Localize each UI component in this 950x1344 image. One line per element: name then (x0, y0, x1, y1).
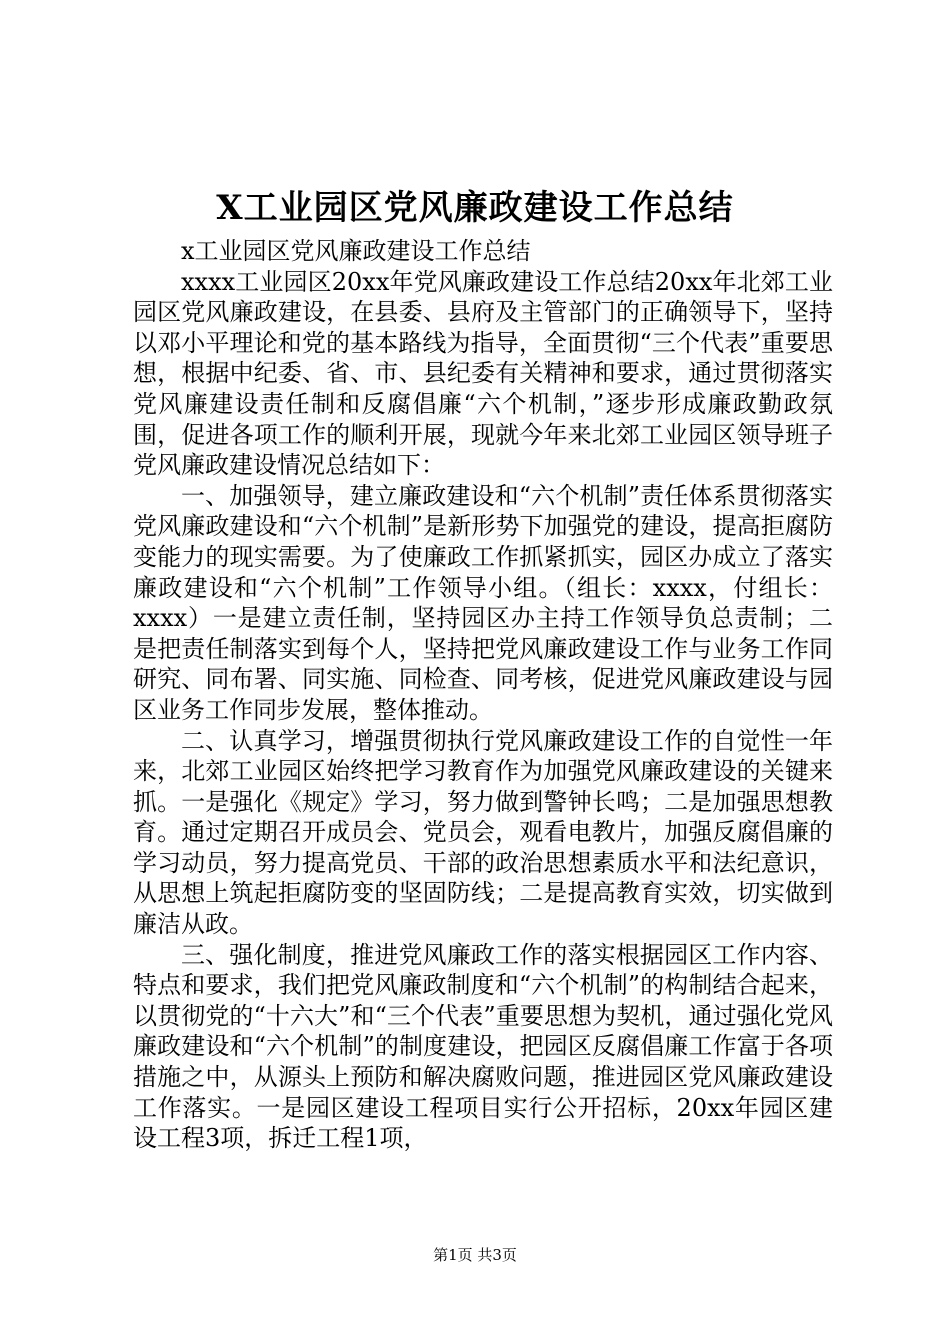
body-paragraph-section-3: 三、强化制度，推进党风廉政工作的落实根据园区工作内容、特点和要求，我们把党风廉政制度和“六个机制”的构制结合起来，以贯彻党的“十六大”和“三个代表”重要思想为契机，通过强化党风廉政建设和“六个机制”的制度建设，把园区反腐倡廉工作富于各项措施之中，从源头上预防和解决腐败问题，推进园区党风廉政建设工作落实。一是园区建设工程项目实行公开招标，20xx年园区建设工程3项，拆迁工程1项， (133, 940, 833, 1153)
document-body (133, 236, 833, 1154)
body-paragraph-section-1: 一、加强领导，建立廉政建设和“六个机制”责任体系贯彻落实党风廉政建设和“六个机制”是新形势下加强党的建设，提高拒腐防变能力的现实需要。为了使廉政工作抓紧抓实，园区办成立了落实廉政建设和“六个机制”工作领导小组。（组长：xxxx，付组长：xxxx）一是建立责任制，坚持园区办主持工作领导负总责制；二是把责任制落实到每个人，坚持把党风廉政建设工作与业务工作同研究、同布署、同实施、同检查、同考核，促进党风廉政建设与园区业务工作同步发展，整体推动。 (133, 481, 833, 724)
body-paragraph-section-2: 二、认真学习，增强贯彻执行党风廉政建设工作的自觉性一年来，北郊工业园区始终把学习教育作为加强党风廉政建设的关键来抓。一是强化《规定》学习，努力做到警钟长鸣；二是加强思想教育。通过定期召开成员会、党员会，观看电教片，加强反腐倡廉的学习动员，努力提高党员、干部的政治思想素质水平和法纪意识，从思想上筑起拒腐防变的坚固防线；二是提高教育实效，切实做到廉洁从政。 (133, 726, 833, 939)
page-footer: 第1页 共3页 (433, 1246, 517, 1264)
body-paragraph-subtitle: x工业园区党风廉政建设工作总结 (181, 237, 531, 265)
document-title: X工业园区党风廉政建设工作总结 (216, 188, 734, 228)
body-paragraph-intro: xxxx工业园区20xx年党风廉政建设工作总结20xx年北郊工业园区党风廉政建设，在县委、县府及主管部门的正确领导下，坚持以邓小平理论和党的基本路线为指导，全面贯彻“三个代表”重要思想，根据中纪委、省、市、县纪委有关精神和要求，通过贯彻落实党风廉建设责任制和反腐倡廉“六个机制，”逐步形成廉政勤政氛围，促进各项工作的顺利开展，现就今年来北郊工业园区领导班子党风廉政建设情况总结如下： (133, 267, 833, 480)
